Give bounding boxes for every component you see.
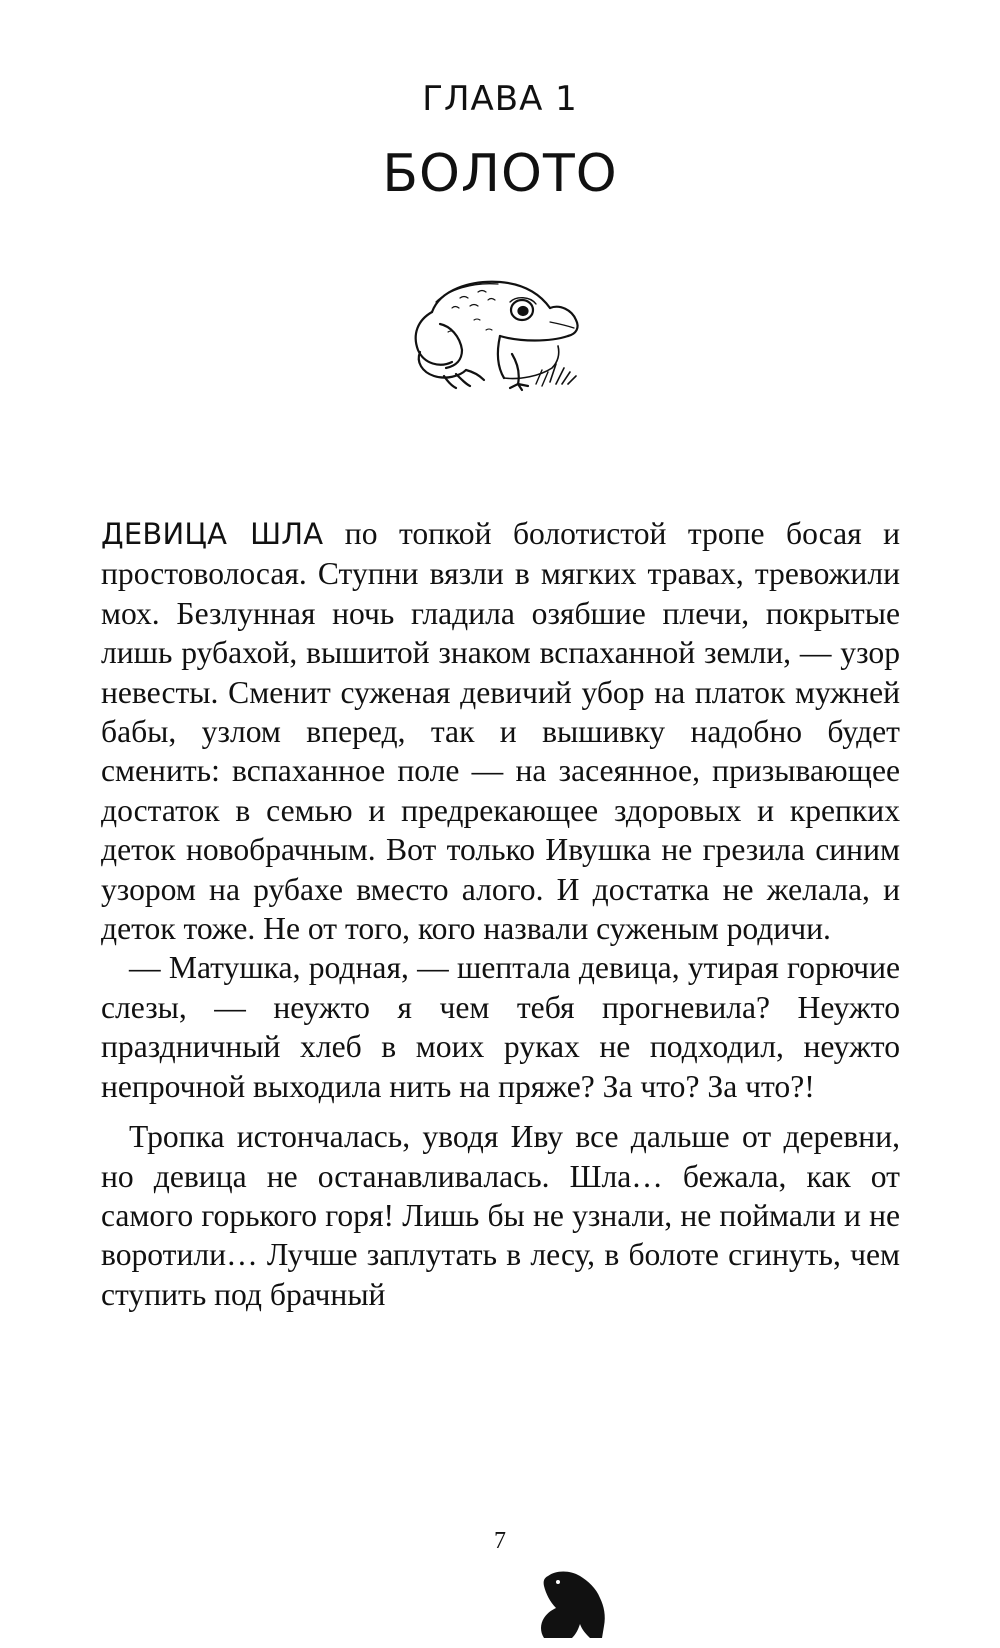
frog-silhouette-icon: [536, 1568, 608, 1640]
chapter-label: ГЛАВА 1: [422, 79, 578, 119]
paragraph-3: Тропка истончалась, уводя Иву все дальше от деревни, но девица не останавливалась. Шла… бежала, как от самого горького горя! Лишь бы не узнали, не поймали и не воротили… Лучше заплутать в лесу, в болоте сгинуть, чем ступить под брачный: [101, 1119, 900, 1312]
chapter-body: [101, 514, 900, 1314]
frog-sketch-icon: [400, 272, 590, 392]
lead-caps: ДЕВИЦА ШЛА: [101, 517, 324, 551]
paragraph-2: — Матушка, родная, — шептала девица, утирая горючие слезы, — неужто я чем тебя прогневила? Неужто праздничный хлеб в моих руках не подходил, неужто непрочной выходила нить на пряже? За что? За что?!: [101, 950, 900, 1104]
paragraph-1-text: по топкой болотистой тропе босая и простоволосая. Ступни вязли в мягких травах, тревожили мох. Безлунная ночь гладила озябшие плечи, покрытые лишь рубахой, вышитой знаком вспаханной земли, — узор невесты. Сменит суженая девичий убор на платок мужней бабы, узлом вперед, так и вышивку надобно будет сменить: вспаханное поле — на засеянное, призывающее достаток в семью и предрекающее здоровых и крепких деток новобрачным. Вот только Ивушка не грезила синим узором на рубахе вместо алого. И достатка не желала, и деток тоже. Не от того, кого назвали суженым родичи.: [101, 516, 900, 947]
chapter-title: БОЛОТО: [382, 144, 618, 204]
page-number: 7: [494, 1528, 506, 1554]
paragraph-1: [101, 514, 900, 948]
